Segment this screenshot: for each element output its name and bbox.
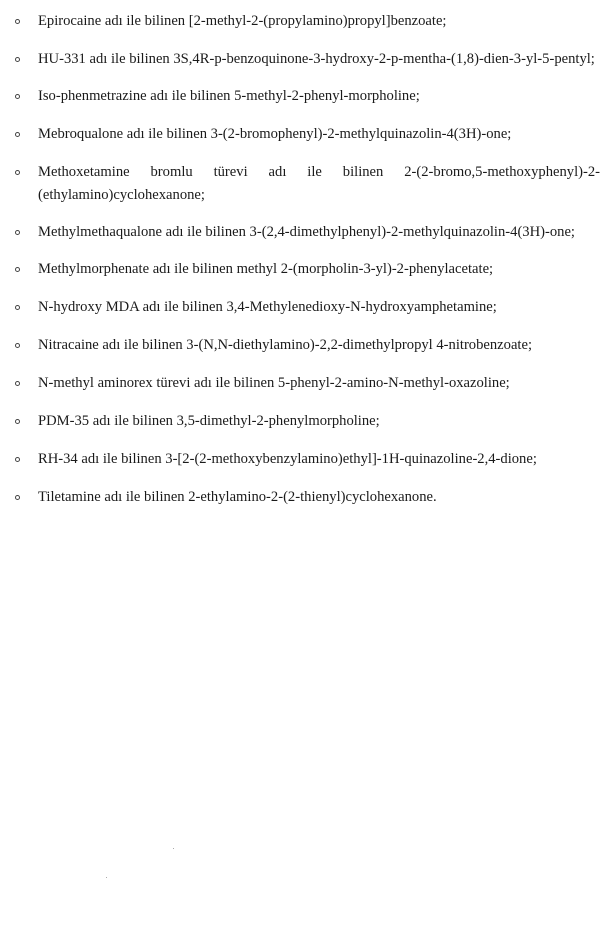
list-item <box>0 448 604 471</box>
list-item-text: Mebroqualone adı ile bilinen 3-(2-bromophenyl)-2-methylquinazolin-4(3H)-one; <box>38 126 512 142</box>
bullet-icon <box>15 230 20 235</box>
list-item <box>0 85 604 108</box>
list-item-text: Iso-phenmetrazine adı ile bilinen 5-methyl-2-phenyl-morpholine; <box>38 88 420 104</box>
bullet-icon <box>15 457 20 462</box>
list-item-text: Methylmethaqualone adı ile bilinen 3-(2,4-dimethylphenyl)-2-methylquinazolin-4(3H)-one; <box>38 224 575 240</box>
bullet-icon <box>15 343 20 348</box>
list-item <box>0 334 604 357</box>
bullet-icon <box>15 267 20 272</box>
scan-speck <box>173 848 174 849</box>
bullet-icon <box>15 305 20 310</box>
list-item <box>0 258 604 281</box>
list-item-text: PDM-35 adı ile bilinen 3,5-dimethyl-2-phenylmorpholine; <box>38 413 380 429</box>
bullet-icon <box>15 132 20 137</box>
list-item-text: Nitracaine adı ile bilinen 3-(N,N-diethylamino)-2,2-dimethylpropyl 4-nitrobenzoate; <box>38 337 533 353</box>
list-item <box>0 48 604 71</box>
list-item-text: Tiletamine adı ile bilinen 2-ethylamino-2-(2-thienyl)cyclohexanone. <box>38 489 437 505</box>
list-item <box>0 486 604 509</box>
list-item <box>0 161 604 207</box>
list-item <box>0 410 604 433</box>
bullet-icon <box>15 57 20 62</box>
list-item-text: N-hydroxy MDA adı ile bilinen 3,4-Methylenedioxy-N-hydroxyamphetamine; <box>38 299 497 315</box>
bullet-icon <box>15 495 20 500</box>
bullet-icon <box>15 381 20 386</box>
list-item-text: RH-34 adı ile bilinen 3-[2-(2-methoxybenzylamino)ethyl]-1H-quinazoline-2,4-dione; <box>38 451 537 467</box>
list-item <box>0 296 604 319</box>
bullet-icon <box>15 419 20 424</box>
bullet-icon <box>15 94 20 99</box>
bullet-icon <box>15 19 20 24</box>
list-item-text: Methylmorphenate adı ile bilinen methyl 2-(morpholin-3-yl)-2-phenylacetate; <box>38 261 494 277</box>
scan-speck <box>106 877 107 878</box>
bullet-icon <box>15 170 20 175</box>
substance-list <box>0 10 604 524</box>
list-item <box>0 10 604 33</box>
list-item <box>0 221 604 244</box>
list-item <box>0 372 604 395</box>
list-item-text: Epirocaine adı ile bilinen [2-methyl-2-(propylamino)propyl]benzoate; <box>38 13 447 29</box>
list-item-text: N-methyl aminorex türevi adı ile bilinen 5-phenyl-2-amino-N-methyl-oxazoline; <box>38 375 510 391</box>
list-item <box>0 123 604 146</box>
list-item-text: HU-331 adı ile bilinen 3S,4R-p-benzoquinone-3-hydroxy-2-p-mentha-(1,8)-dien-3-yl-5-pentyl; <box>38 51 595 67</box>
list-item-text: Methoxetamine bromlu türevi adı ile bilinen 2-(2-bromo,5-methoxyphenyl)-2-(ethylamino)cyclohexanone; <box>38 164 600 203</box>
